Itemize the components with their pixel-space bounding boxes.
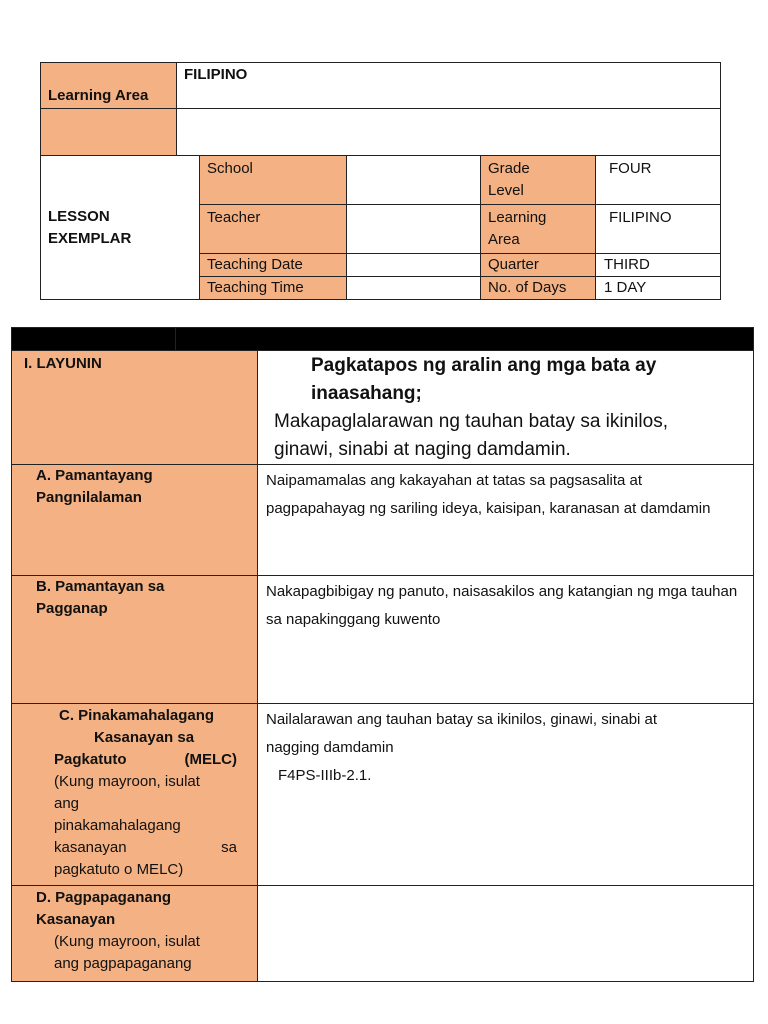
melc-note: (Kung mayroon, isulat ang pinakamahalagang kasanayan sa pagkatuto o MELC) (54, 773, 237, 878)
pagpapaganang-label-cell (12, 886, 258, 982)
header-table (40, 62, 721, 300)
teaching-date-value (347, 254, 481, 277)
melc-code: F4PS-IIIb-2.1. (278, 767, 372, 784)
psp-label-line1: B. Pamantayan sa (36, 578, 165, 595)
learning-area-value: FILIPINO (184, 66, 248, 83)
pagpapaganang-text (258, 886, 754, 982)
learning-area-value-cell (177, 63, 721, 109)
melc-label-line1: C. Pinakamahalagang (59, 707, 215, 724)
learning-area-label-2: Learning Area (481, 205, 596, 254)
pp-label-line2: Pangnilalaman (36, 489, 142, 506)
psp-label-line2: Pagganap (36, 600, 108, 617)
grade-level-label: Grade Level (481, 156, 596, 205)
teaching-time-value (347, 277, 481, 300)
learning-area-label-cell (41, 63, 177, 109)
pamantayang-pangnilalaman-text: Naipamamalas ang kakayahan at tatas sa pagsasalita at pagpapahayag ng sariling ideya, kaisipan, karanasan at damdamin (258, 465, 754, 576)
lesson-exemplar-cell (41, 156, 200, 300)
melc-label-cell (12, 704, 258, 886)
layunin-text: Makapaglalarawan ng tauhan batay sa ikinilos, ginawi, sinabi at naging damdamin. (274, 411, 668, 460)
quarter-value: THIRD (596, 254, 721, 277)
pamantayan-sa-pagganap-label-cell (12, 576, 258, 704)
layunin-label-cell (12, 351, 258, 465)
layunin-heading: Pagkatapos ng aralin ang mga bata ay inaasahang; (311, 355, 657, 404)
melc-label-line3: Pagkatuto (MELC) (54, 751, 237, 768)
blank-orange-cell (41, 109, 177, 156)
learning-area-label: Learning Area (48, 87, 149, 104)
pamantayang-pangnilalaman-label-cell (12, 465, 258, 576)
school-value (347, 156, 481, 205)
school-label: School (200, 156, 347, 205)
pamantayan-sa-pagganap-text: Nakapagbibigay ng panuto, naisasakilos ang katangian ng mga tauhan sa napakinggang kuwento (258, 576, 754, 704)
pp-label-line1: A. Pamantayang (36, 467, 153, 484)
teaching-time-label: Teaching Time (200, 277, 347, 300)
pk-label-line2: Kasanayan (36, 911, 116, 928)
layunin-label: I. LAYUNIN (24, 355, 102, 372)
pk-note: (Kung mayroon, isulat ang pagpapaganang (54, 933, 200, 972)
grade-level-value: FOUR (596, 156, 721, 205)
pk-label-line1: D. Pagpapaganang (36, 889, 172, 906)
quarter-label: Quarter (481, 254, 596, 277)
melc-label-line2: Kasanayan sa (94, 729, 195, 746)
learning-area-value-2: FILIPINO (596, 205, 721, 254)
melc-text: Nailalarawan ang tauhan batay sa ikinilos, ginawi, sinabi at nagging damdamin (266, 711, 658, 756)
blank-cell (177, 109, 721, 156)
days-value: 1 DAY (596, 277, 721, 300)
days-label: No. of Days (481, 277, 596, 300)
lesson-exemplar-line2: EXEMPLAR (48, 229, 132, 247)
lesson-exemplar-line1: LESSON (48, 207, 110, 225)
teaching-date-label: Teaching Date (200, 254, 347, 277)
melc-content-cell (258, 704, 754, 886)
black-header-cell-2 (176, 328, 754, 351)
lesson-table (11, 327, 754, 982)
black-header-cell-1 (12, 328, 176, 351)
layunin-content-cell (258, 351, 754, 465)
teacher-label: Teacher (200, 205, 347, 254)
teacher-value (347, 205, 481, 254)
